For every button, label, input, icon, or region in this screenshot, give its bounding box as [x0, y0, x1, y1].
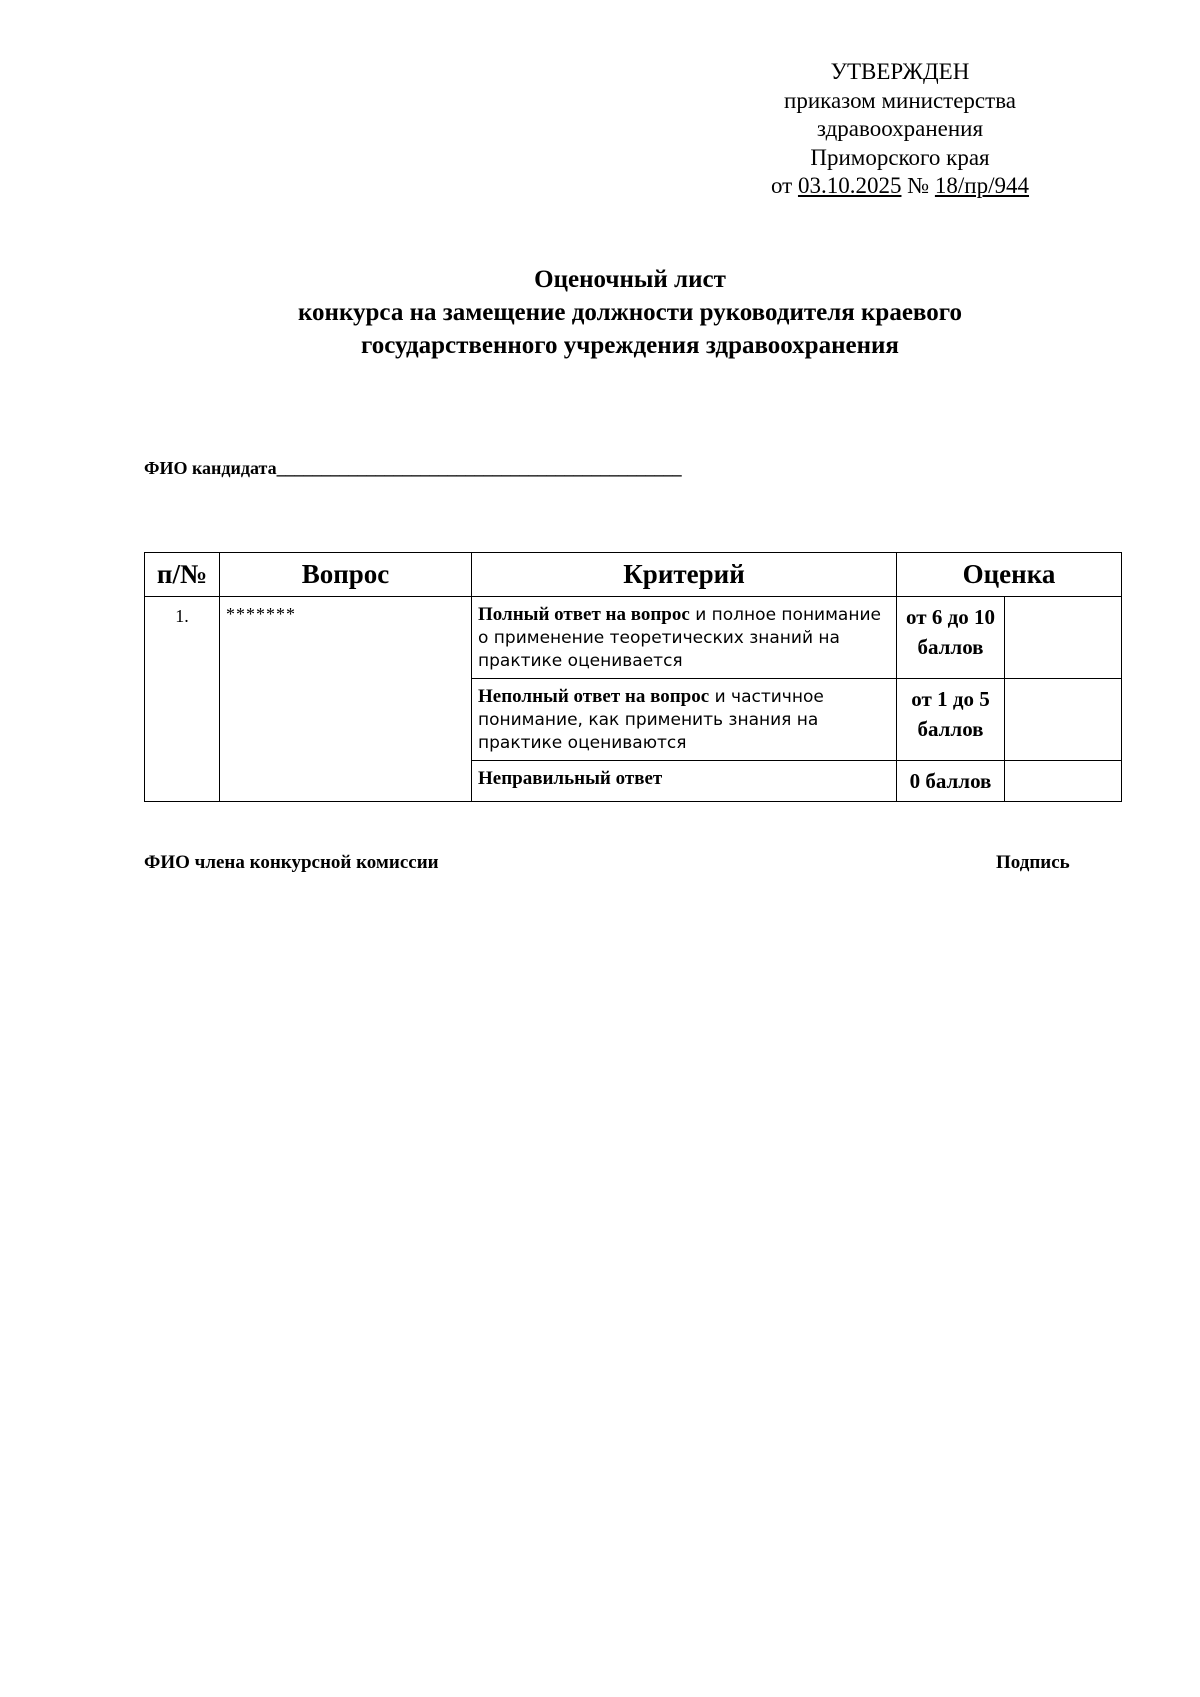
header-question: Вопрос	[220, 553, 472, 597]
table-row	[145, 597, 1122, 679]
row-number: 1.	[145, 597, 220, 802]
criterion-partial-answer-text: и частичное понимание, как применить знания на практике оцениваются	[478, 687, 824, 753]
criterion-full-answer-bold: Полный ответ на вопрос	[478, 604, 690, 625]
candidate-name-field: ФИО кандидата_____________________________________________	[144, 458, 682, 478]
criterion-full-answer-text: и полное понимание о применение теоретических знаний на практике оценивается	[478, 605, 881, 671]
commission-member-label: ФИО члена конкурсной комиссии	[144, 852, 439, 873]
approval-heading: УТВЕРЖДЕН	[830, 59, 970, 84]
approval-number-sign: №	[907, 173, 930, 198]
criterion-partial-answer-bold: Неполный ответ на вопрос	[478, 686, 710, 707]
table-header-row	[145, 553, 1122, 597]
evaluation-table	[144, 552, 1122, 802]
header-num: п/№	[145, 553, 220, 597]
score-range-wrong: 0 баллов	[897, 761, 1005, 802]
criterion-partial-answer	[472, 679, 897, 761]
title-line-1: Оценочный лист	[534, 266, 726, 293]
score-entry-cell[interactable]	[1005, 679, 1122, 761]
document-title	[130, 263, 1130, 362]
score-entry-cell[interactable]	[1005, 761, 1122, 802]
approval-date-line	[740, 172, 1060, 201]
title-line-3: государственного учреждения здравоохранения	[361, 332, 899, 359]
score-range-partial: от 1 до 5 баллов	[897, 679, 1005, 761]
approval-region-line: Приморского края	[810, 144, 990, 170]
signature-label: Подпись	[996, 852, 1070, 873]
criterion-full-answer	[472, 597, 897, 679]
approval-ministry-line: здравоохранения	[816, 116, 984, 141]
approval-number: 18/пр/944	[934, 173, 1030, 198]
header-score: Оценка	[897, 553, 1122, 597]
approval-stamp	[740, 58, 1060, 201]
score-entry-cell[interactable]	[1005, 597, 1122, 679]
score-range-full: от 6 до 10 баллов	[897, 597, 1005, 679]
criterion-wrong-answer: Неправильный ответ	[472, 761, 897, 802]
question-text: *******	[220, 597, 472, 802]
approval-date-prefix: от	[770, 173, 793, 198]
header-criterion: Критерий	[472, 553, 897, 597]
approval-date: 03.10.2025	[797, 173, 902, 198]
title-line-2: конкурса на замещение должности руководителя краевого	[297, 299, 962, 326]
approval-order-line: приказом министерства	[784, 87, 1016, 113]
